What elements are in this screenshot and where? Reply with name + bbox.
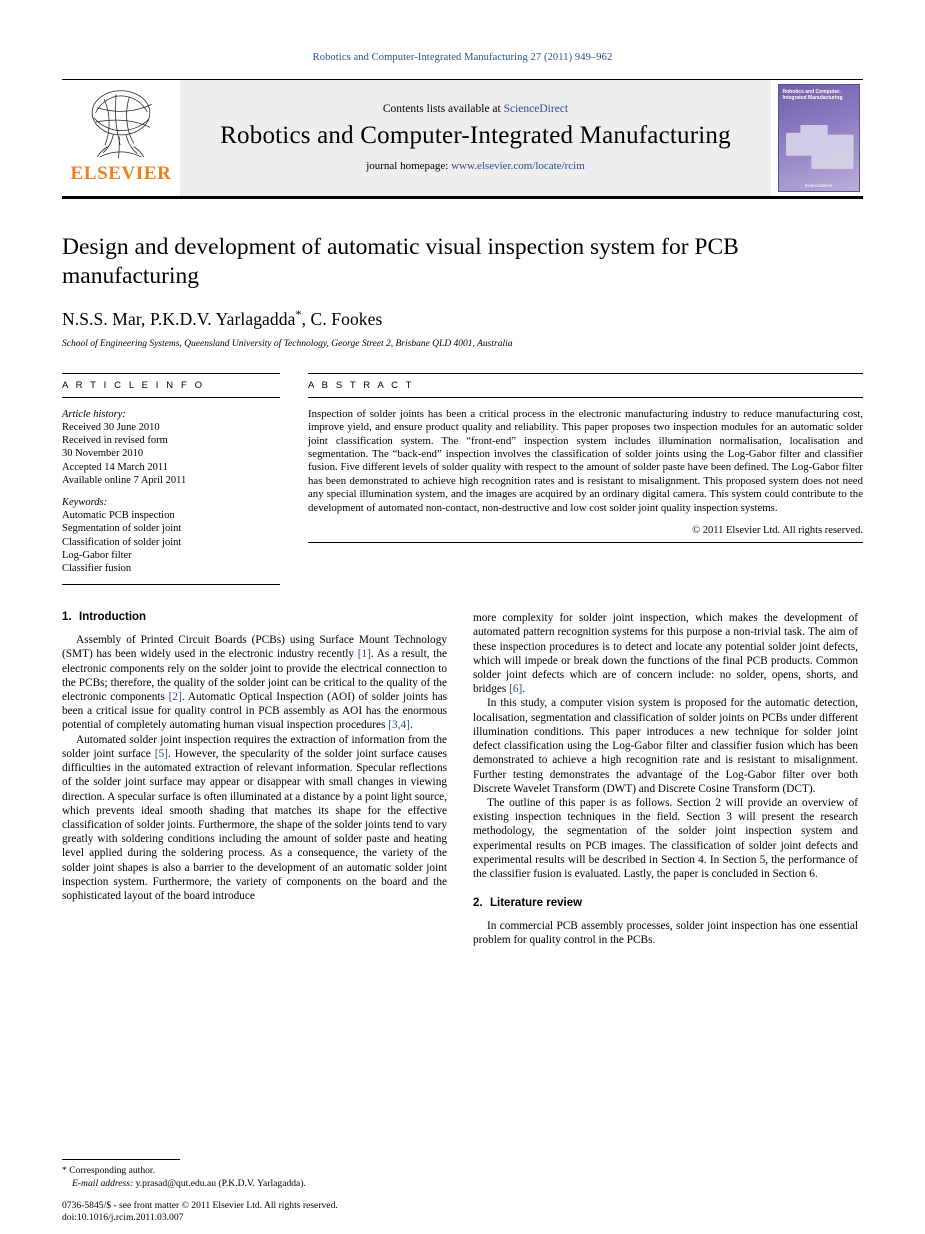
article-info-body	[62, 398, 280, 585]
p1-d: .	[409, 719, 413, 732]
section-title-2: Literature review	[490, 897, 583, 910]
contents-line	[383, 103, 568, 115]
sciencedirect-link[interactable]: ScienceDirect	[503, 102, 569, 115]
p2-a: Automated solder joint inspection requires the extraction of information from the solder joint surface	[62, 733, 447, 760]
keyword-4: Classifier fusion	[62, 563, 132, 575]
email-address[interactable]: y.prasad@qut.edu.au (P.K.D.V. Yarlagadda).	[135, 1177, 306, 1189]
email-label: E-mail address:	[72, 1177, 134, 1189]
issn-copyright-line: 0736-5845/$ - see front matter © 2011 Elsevier Ltd. All rights reserved.	[62, 1200, 338, 1211]
history-2: 30 November 2010	[62, 448, 144, 460]
section-heading-literature-review	[473, 897, 858, 909]
paragraph-1	[62, 633, 447, 732]
contents-prefix: Contents lists available at	[382, 102, 501, 115]
paragraph-4: In this study, a computer vision system is proposed for the automatic detection, localisation, segmentation and classification of solder joints on PCBs under different illumination conditions. This paper introduces a new technique for solder joint defect classification using the Log-Gabor filter and classifier fusion which has been demonstrated to achieve a high recognition rate and is resistant to misalignment. Further testing demonstrates the advantage of the Log-Gabor filter over both Discrete Wavelet Transform (DWT) and Discrete Cosine Transform (DCT).	[473, 697, 858, 795]
paragraph-6: In commercial PCB assembly processes, solder joint inspection has one essential problem for quality control in the PCBs.	[473, 920, 858, 947]
cover-title: Robotics and Computer-Integrated Manufacturing	[782, 89, 843, 101]
keyword-2: Classification of solder joint	[62, 536, 182, 548]
email-note	[62, 1178, 447, 1190]
article-history	[62, 408, 280, 487]
p1-b: . As a result, the electronic components rely on the solder joint to provide the electrical connection to the PCBs; therefore, the quality of the solder joint can be critical to the quality of the electronic components	[62, 648, 447, 704]
publisher-logo	[62, 80, 180, 196]
doi-line: doi:10.1016/j.rcim.2011.03.007	[62, 1212, 184, 1223]
abstract-copyright: © 2011 Elsevier Ltd. All rights reserved.	[692, 525, 863, 537]
p3-b: .	[522, 683, 526, 696]
homepage-label: journal homepage:	[366, 159, 449, 172]
homepage-url[interactable]: www.elsevier.com/locate/rcim	[451, 159, 585, 172]
journal-cover	[771, 80, 863, 196]
history-1: Received in revised form	[62, 435, 168, 447]
elsevier-wordmark: ELSEVIER	[70, 163, 172, 184]
p2-b: . However, the specularity of the solder joint surface causes difficulties in the automated extraction of relevant information. Specular reflections of the solder joint surface may appear or disappear with small changes in viewing direction. A specular surface is often illuminated at a distance by a point light source, which prevents ideal smooth shading that matches its shape for the effective classification of solder joints. Furthermore, the shape of the solder joints tend to vary greatly with soldering conditions including the amount of solder paste and heating level applied during the soldering process. As a consequence, the variety of the solder joint shapes is also a barrier to the development of an automatic solder joint inspection system. Furthermore, the variety of components on the board and the sophisticated layout of the board introduce	[62, 747, 448, 902]
section-title-1: Introduction	[79, 611, 147, 624]
article-info-heading: A R T I C L E I N F O	[62, 373, 280, 398]
body-column-left	[62, 611, 447, 947]
history-4: Available online 7 April 2011	[62, 474, 187, 486]
keywords-block	[62, 496, 280, 575]
paragraph-5: The outline of this paper is as follows. Section 2 will provide an overview of existing inspection techniques in the field. Section 3 will present the research methodology, the segmentation of the solder joint inspection system and experimental results on PCB images. The classification of solder joint defects and experimental results will be described in Section 4. In Section 5, the performance of the classifier fusion is evaluated. Lastly, the paper is concluded in Section 6.	[473, 796, 858, 880]
body-column-right	[473, 611, 858, 947]
section-number-1: 1.	[62, 611, 72, 624]
footnote	[62, 1159, 447, 1190]
history-3: Accepted 14 March 2011	[62, 461, 169, 473]
abstract-text: Inspection of solder joints has been a critical process in the electronic manufacturing industry to reduce manufacturing cost, improve yield, and ensure product quality and reliability. This paper proposes two inspection modules for an automatic solder joint classification system. The “front-end” inspection system includes illumination normalisation, localisation and segmentation. The “back-end” inspection involves the classification of solder joints using the Log-Gabor filter and classifier fusion. Five different levels of solder quality with respect to the amount of solder paste have been defined. The Log-Gabor filter has been demonstrated to achieve high recognition rates and is resistant to misalignment. This proposed system does not need any special illumination system, and the images are acquired by an ordinary digital camera. This system could contribute to the development of automated non-contact, non-destructive and low cost solder joint quality inspection systems.	[308, 407, 863, 514]
author-list	[62, 307, 863, 330]
footnote-rule	[62, 1159, 180, 1160]
p1-a: Assembly of Printed Circuit Boards (PCBs) using Surface Mount Technology (SMT) has been widely used in the electronic industry recently	[62, 634, 447, 661]
citation-2[interactable]: [2]	[168, 691, 182, 704]
page-title: Design and development of automatic visual inspection system for PCB manufacturing	[62, 234, 739, 289]
abstract-heading: A B S T R A C T	[308, 373, 863, 398]
journal-homepage-line	[366, 160, 585, 172]
citation-5[interactable]: [5]	[154, 747, 168, 760]
corresponding-author-marker: *	[295, 307, 302, 321]
journal-center	[180, 80, 771, 196]
article-info-column	[62, 373, 280, 585]
keyword-3: Log-Gabor filter	[62, 549, 132, 561]
corresponding-author-note: * Corresponding author.	[62, 1165, 155, 1177]
cover-puzzle-graphic	[786, 125, 854, 169]
keyword-0: Automatic PCB inspection	[62, 510, 175, 522]
section-heading-introduction	[62, 611, 447, 623]
abstract-rule	[308, 542, 863, 543]
keyword-1: Segmentation of solder joint	[62, 523, 182, 535]
authors-main: N.S.S. Mar, P.K.D.V. Yarlagadda	[62, 308, 296, 329]
article-info-rule	[62, 584, 280, 585]
abstract-column	[308, 373, 863, 585]
journal-title: Robotics and Computer-Integrated Manufacturing	[220, 121, 731, 149]
p1-c: . Automatic Optical Inspection (AOI) of solder joints has been a critical issue for quality control in PCB assembly as AOI has the enormous potential of completely automating human visual inspection procedures	[62, 691, 447, 732]
paragraph-2	[62, 733, 447, 903]
elsevier-tree-icon	[78, 84, 164, 162]
keywords-label: Keywords:	[62, 497, 108, 509]
citation-6[interactable]: [6]	[509, 683, 523, 696]
citation-1[interactable]: [1]	[357, 648, 371, 661]
citation-3-4[interactable]: [3,4]	[388, 719, 410, 732]
history-0: Received 30 June 2010	[62, 422, 160, 434]
copyright-block	[62, 1200, 482, 1224]
journal-masthead	[62, 79, 863, 199]
p3-a: more complexity for solder joint inspection, which makes the development of automated pattern recognition systems for this purpose a non-trivial task. The aim of these inspection procedures is to detect and locate any potential solder joint defects, which will impede or break down the functions of the final PCB products. Common solder joint defects which are of concern include: no solder, opens, shorts, and bridges	[473, 612, 858, 696]
affiliation: School of Engineering Systems, Queensland University of Technology, George Street 2, Brisbane QLD 4001, Australia	[62, 338, 513, 349]
section-number-2: 2.	[473, 897, 483, 910]
cover-footer: ScienceDirect	[804, 183, 833, 188]
cover-thumbnail	[778, 84, 860, 192]
paragraph-3	[473, 611, 858, 696]
info-abstract-block	[62, 373, 863, 585]
history-label: Article history:	[62, 408, 126, 420]
authors-tail: , C. Fookes	[301, 308, 383, 329]
body-columns	[62, 611, 863, 947]
running-head: Robotics and Computer-Integrated Manufacturing 27 (2011) 949–962	[312, 52, 613, 63]
